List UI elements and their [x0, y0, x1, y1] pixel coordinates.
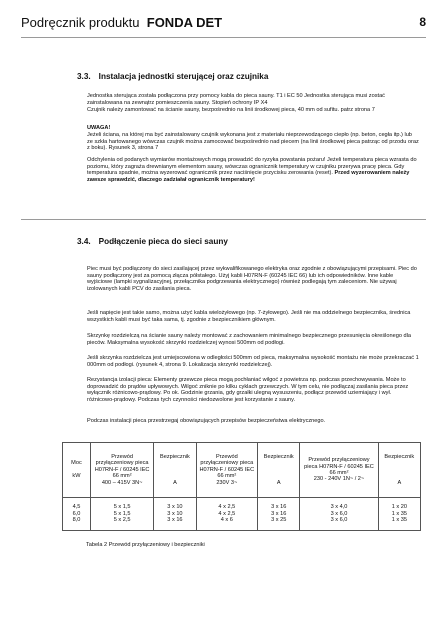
section-3-3-paragraph-3: Jeżeli ściana, na której ma być zainstalowany czujnik wykonana jest z materiału nieprzewodzącego ciepło (np. beton, cegła itp.) lub ze szkła hartowanego wówczas czujnik można zamocować bezpośrednio nad piecem (na linii środkowej pieca patrząc od przodu oraz z boku). Rysunek 3, strona 7	[87, 132, 419, 151]
document-title: Podręcznik produktu FONDA DET	[21, 15, 223, 30]
page-header	[21, 14, 426, 36]
table-row	[63, 498, 421, 531]
table-header-cell: Przewód przyłączeniowy pieca H07RN-F / 60245 IEC 66 mm² 230V 3~	[196, 443, 257, 498]
table-cell: 3 x 16 3 x 16 3 x 25	[258, 498, 300, 531]
section-3-3-heading: 3.3. Instalacja jednostki sterującej oraz czujnika	[77, 72, 269, 81]
table-cell: 5 x 1,5 5 x 1,5 5 x 2,5	[90, 498, 153, 531]
table-header-cell: Przewód przyłączeniowy pieca H07RN-F / 60245 IEC 66 mm² 230 - 240V 1N~ / 2~	[300, 443, 378, 498]
table-cell: 3 x 4,0 3 x 6,0 3 x 6,0	[300, 498, 378, 531]
cable-fuse-table	[62, 442, 421, 531]
section-3-4-paragraph-3: Skrzynkę rozdzielczą na ścianie sauny należy montować z zachowaniem minimalnego bezpiecznego przesunięcia określonego dla pieców. Maksymalna wysokość skrzynki rozdzielczej wynosi 500mm od podłogi.	[87, 333, 411, 346]
header-divider	[21, 37, 426, 38]
table-header-cell: Przewód przyłączeniowy pieca H07RN-F / 60245 IEC 66 mm² 400 – 415V 3N~	[90, 443, 153, 498]
table-cell: 4,5 6,0 8,0	[63, 498, 91, 531]
product-name: FONDA DET	[146, 15, 223, 30]
reset-warning: Przed wyzerowaniem należy zawsze sprawdzić, dlaczego zadziałał ogranicznik temperatury!	[87, 170, 410, 183]
section-3-4-paragraph-4: Jeśli skrzynka rozdzielcza jest umiejscowiona w odległości 500mm od pieca, maksymalna wysokość montażu nie może przekraczać 1 000mm od podłogi. (rysunek 4, strona 9. Lokalizacja skrzynki rozdzielczej).	[87, 355, 419, 368]
section-3-4-paragraph-5: Rezystancja izolacji pieca: Elementy grzewcze pieca mogą pochłaniać wilgoć z powietrza np. podczas przechowywania. Może to doprowadzić do prądów upływowych. Wilgoć zniknie po kilku cyklach grzewczych. W tym celu, nie podłączaj zasilania pieca przez wyłącznik różnicowo-prądowy. Po ok. Godzinie grzania, gdy grzałki ulegną wysuszeniu, podłącz przewód uziemiający i wył. różnicowo-prądowy. Podczas tych czynności niedozwolone jest korzystanie z sauny.	[87, 377, 409, 403]
table-header-cell: Bezpiecznik A	[154, 443, 196, 498]
section-3-4-paragraph-1: Piec musi być podłączony do sieci zasilającej przez wykwalifikowanego elektryka oraz zgodnie z obowiązującymi przepisami. Piec do sauny podłączony jest za pomocą złącza półstałego. Użyj kabli H07RN-F (60245 IEC 66) lub ich odpowiedników. Inne kable wyjściowe (lampki sygnalizacyjnej, przełącznika podgrzewania elektrycznego) również podlegają tym zaleceniom. Nie używaj izolowanych kabli PCV do zasilania pieca.	[87, 266, 417, 292]
table-header-cell: Moc kW	[63, 443, 91, 498]
section-3-3-paragraph-2: Czujnik należy zamontować na ścianie sauny, bezpośrednio na linii środkowej pieca, 40 mm od sufitu. patrz strona 7	[87, 107, 375, 113]
section-3-3-paragraph-1: Jednostka sterująca została podłączona przy pomocy kabla do pieca sauny. T1 i EC 50 Jednostka sterująca musi zostać zainstalowana na zewnątrz pomieszczenia sauny. Stopień ochrony IP X4	[87, 93, 385, 106]
section-3-4-paragraph-2: Jeśli napięcie jest takie samo, można użyć kabla wielożyłowego (np. 7-żyłowego). Jeśli nie ma oddzielnego bezpiecznika, średnica wszystkich kabli musi być taka sama, tj. zgodnie z bezpiecznikiem głównym.	[87, 310, 411, 323]
table-caption: Tabela 2 Przewód przyłączeniowy i bezpieczniki	[86, 542, 205, 548]
table-cell: 4 x 2,5 4 x 2,5 4 x 6	[196, 498, 257, 531]
table-header-cell: Bezpiecznik A	[258, 443, 300, 498]
section-3-3-paragraph-4: Odchylenia od podanych wymiarów montażowych mogą prowadzić do ryzyka powstania pożaru! Jeżeli temperatura pieca wzrasta do poziomu, który zagraża drewnianym elementom sauny, wówczas ogranicznik temperatury w czujniku przerywa pracę pieca. Gdy temperatura spadnie, można wyzerować ogranicznik przez naciśnięcie przycisku zerowania (reset). Przed wyzerowaniem należy zawsze sprawdzić, dlaczego zadziałał ogranicznik temperatury!	[87, 157, 417, 183]
page-number: 8	[419, 15, 426, 29]
table-cell: 1 x 20 1 x 35 1 x 35	[378, 498, 420, 531]
section-divider	[21, 219, 426, 220]
table-header-row	[63, 443, 421, 498]
section-3-4-heading: 3.4. Podłączenie pieca do sieci sauny	[77, 237, 228, 246]
table-header-cell: Bezpiecznik A	[378, 443, 420, 498]
warning-title: UWAGA!	[87, 125, 111, 131]
section-3-4-paragraph-6: Podczas instalacji pieca przestrzegaj obowiązujących przepisów bezpieczeństwa elektrycznego.	[87, 418, 326, 424]
table-cell: 3 x 10 3 x 10 3 x 16	[154, 498, 196, 531]
